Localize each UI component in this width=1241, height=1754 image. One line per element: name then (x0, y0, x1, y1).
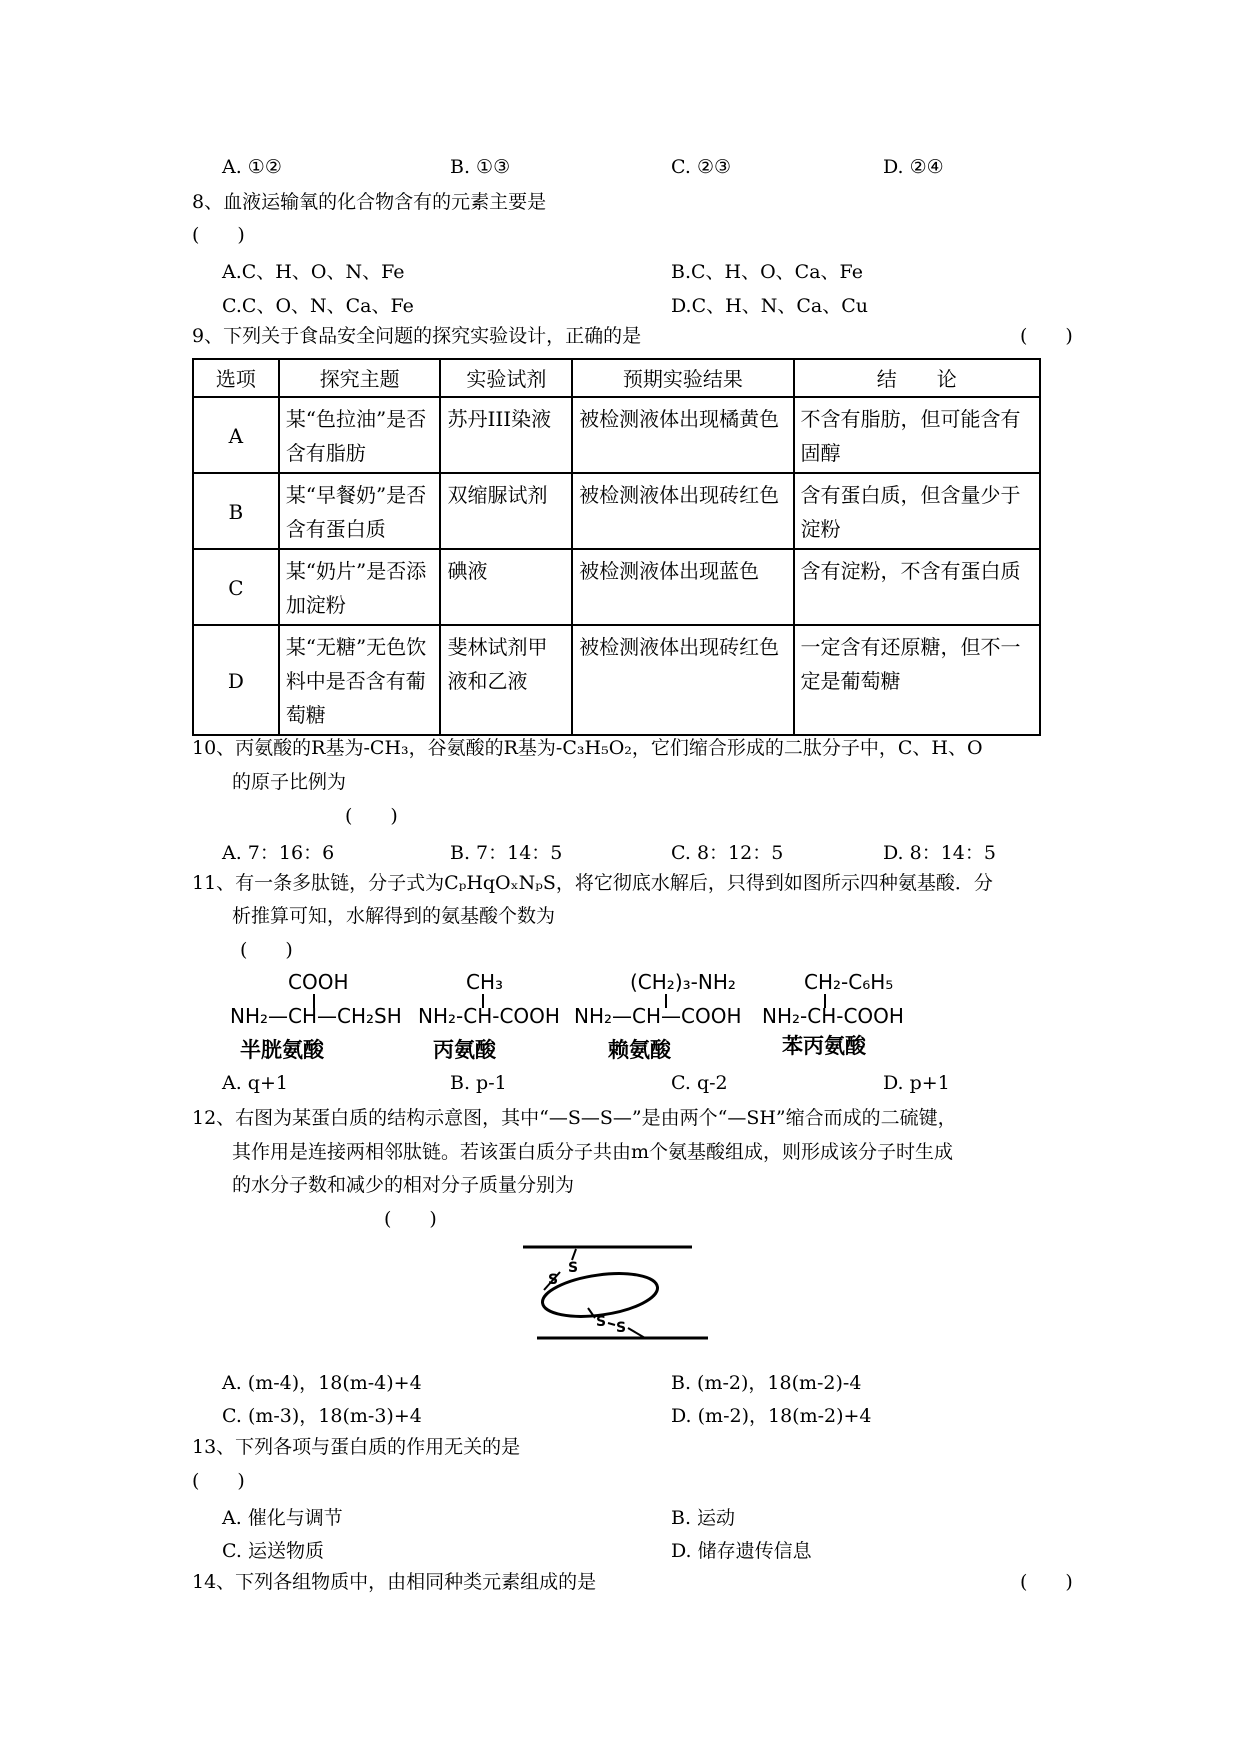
q11-option-c: C. q-2 (671, 1072, 728, 1094)
table-row (193, 397, 1040, 473)
q11-line1: 11、有一条多肽链，分子式为CₚHqOₓNₚS，将它彻底水解后，只得到如图所示四种氨基酸．分 (192, 872, 993, 894)
table-cell-option: D (193, 625, 279, 735)
q12-line1: 12、右图为某蛋白质的结构示意图，其中“—S—S—”是由两个“—SH”缩合而成的二硫键， (192, 1107, 957, 1129)
q10-option-b: B. 7：14：5 (450, 842, 563, 864)
q13-option-d: D. 储存遗传信息 (671, 1540, 812, 1562)
aa-backbone: NH₂—CH—CH₂SH (230, 1004, 402, 1028)
table-header-cell: 预期实验结果 (572, 359, 793, 397)
table-cell: 含有淀粉，不含有蛋白质 (794, 549, 1040, 625)
bond-line (608, 1323, 615, 1325)
q13-option-c: C. 运送物质 (222, 1540, 324, 1562)
q12-option-d: D. (m-2)，18(m-2)+4 (671, 1405, 872, 1427)
table-cell: 不含有脂肪，但可能含有固醇 (794, 397, 1040, 473)
table-cell: 一定含有还原糖，但不一定是葡萄糖 (794, 625, 1040, 735)
q7-option-d: D. ②④ (883, 156, 944, 178)
aa-side-chain: CH₂-C₆H₅ (804, 970, 894, 994)
aa-name: 苯丙氨酸 (782, 1034, 866, 1058)
q8-stem: 8、血液运输氧的化合物含有的元素主要是 (192, 191, 547, 213)
table-cell: 苏丹III染液 (440, 397, 572, 473)
sulfur-label: S (568, 1260, 579, 1276)
sulfur-label: S (548, 1272, 559, 1288)
aa-side-chain: COOH (288, 970, 349, 994)
table-cell-option: C (193, 549, 279, 625)
q12-option-a: A. (m-4)，18(m-4)+4 (222, 1372, 422, 1394)
q14-paren: ( ) (1020, 1571, 1073, 1593)
q10-option-d: D. 8：14：5 (883, 842, 996, 864)
aa-side-chain: (CH₂)₃-NH₂ (630, 970, 736, 994)
sulfur-label: S (596, 1314, 607, 1330)
aa-name: 丙氨酸 (433, 1038, 496, 1062)
q13-paren: ( ) (192, 1470, 245, 1492)
table-row (193, 625, 1040, 735)
q8-paren: ( ) (192, 224, 245, 246)
table-header-cell: 探究主题 (279, 359, 441, 397)
q9-table (192, 358, 1041, 736)
q8-option-d: D.C、H、N、Ca、Cu (671, 295, 868, 317)
q11-option-b: B. p-1 (450, 1072, 507, 1094)
q11-option-d: D. p+1 (883, 1072, 950, 1094)
q11-option-a: A. q+1 (222, 1072, 288, 1094)
q7-option-a: A. ①② (222, 156, 282, 178)
table-header-row (193, 359, 1040, 397)
q13-option-b: B. 运动 (671, 1507, 736, 1529)
aa-side-chain: CH₃ (466, 970, 504, 994)
q11-line2: 析推算可知，水解得到的氨基酸个数为 (232, 905, 556, 927)
table-cell: 含有蛋白质，但含量少于淀粉 (794, 473, 1040, 549)
q9-stem: 9、下列关于食品安全问题的探究实验设计，正确的是 (192, 325, 642, 347)
table-row (193, 549, 1040, 625)
q14-stem: 14、下列各组物质中，由相同种类元素组成的是 (192, 1571, 597, 1593)
table-cell: 被检测液体出现砖红色 (572, 625, 793, 735)
q8-option-a: A.C、H、O、N、Fe (222, 261, 405, 283)
table-cell: 斐林试剂甲液和乙液 (440, 625, 572, 735)
table-cell: 某“色拉油”是否含有脂肪 (279, 397, 441, 473)
table-cell: 被检测液体出现砖红色 (572, 473, 793, 549)
table-cell: 某“早餐奶”是否含有蛋白质 (279, 473, 441, 549)
q12-option-c: C. (m-3)，18(m-3)+4 (222, 1405, 422, 1427)
disulfide-bond-diagram (520, 1238, 715, 1348)
table-cell-option: B (193, 473, 279, 549)
q11-paren: ( ) (240, 939, 293, 961)
q12-line3: 的水分子数和减少的相对分子质量分别为 (232, 1174, 575, 1196)
q12-paren: ( ) (384, 1208, 437, 1230)
q13-stem: 13、下列各项与蛋白质的作用无关的是 (192, 1436, 521, 1458)
aa-backbone: NH₂—CH—COOH (574, 1004, 742, 1028)
q9-paren: ( ) (1020, 325, 1073, 347)
q7-option-b: B. ①③ (450, 156, 511, 178)
q12-line2: 其作用是连接两相邻肽链。若该蛋白质分子共由m个氨基酸组成，则形成该分子时生成 (232, 1141, 954, 1163)
q10-option-c: C. 8：12：5 (671, 842, 784, 864)
table-header-cell: 结 论 (794, 359, 1040, 397)
aa-name: 半胱氨酸 (240, 1038, 324, 1062)
q7-option-c: C. ②③ (671, 156, 732, 178)
table-row (193, 473, 1040, 549)
table-cell: 碘液 (440, 549, 572, 625)
q10-line1: 10、丙氨酸的R基为-CH₃，谷氨酸的R基为-C₃H₅O₂，它们缩合形成的二肽分子中，C、H、O (192, 737, 983, 759)
q12-option-b: B. (m-2)，18(m-2)-4 (671, 1372, 862, 1394)
table-cell: 某“奶片”是否添加淀粉 (279, 549, 441, 625)
q10-line2: 的原子比例为 (232, 771, 347, 793)
table-cell: 被检测液体出现蓝色 (572, 549, 793, 625)
aa-backbone: NH₂-CH-COOH (762, 1004, 904, 1028)
table-cell-option: A (193, 397, 279, 473)
q8-option-c: C.C、O、N、Ca、Fe (222, 295, 414, 317)
table-cell: 某“无糖”无色饮料中是否含有葡萄糖 (279, 625, 441, 735)
q13-option-a: A. 催化与调节 (222, 1507, 343, 1529)
table-cell: 被检测液体出现橘黄色 (572, 397, 793, 473)
bond-line (572, 1249, 576, 1260)
table-header-cell: 选项 (193, 359, 279, 397)
q10-paren: ( ) (345, 805, 398, 827)
aa-name: 赖氨酸 (608, 1038, 671, 1062)
table-cell: 双缩脲试剂 (440, 473, 572, 549)
q8-option-b: B.C、H、O、Ca、Fe (671, 261, 863, 283)
sulfur-label: S (616, 1320, 627, 1336)
table-header-cell: 实验试剂 (440, 359, 572, 397)
aa-backbone: NH₂-CH-COOH (418, 1004, 560, 1028)
q10-option-a: A. 7：16：6 (222, 842, 335, 864)
